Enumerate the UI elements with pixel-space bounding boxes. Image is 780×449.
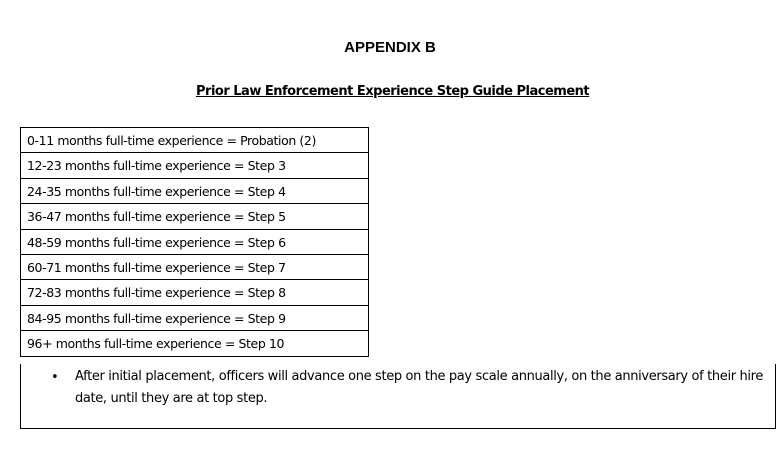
table-row: 48-59 months full-time experience = Step 6 <box>21 230 368 255</box>
table-row: 12-23 months full-time experience = Step 3 <box>21 153 368 178</box>
table-row: 24-35 months full-time experience = Step 4 <box>21 179 368 204</box>
table-row: 96+ months full-time experience = Step 10 <box>21 331 368 356</box>
table-row: 36-47 months full-time experience = Step 5 <box>21 204 368 229</box>
note-text: After initial placement, officers will advance one step on the pay scale annually, on the anniversary of their hire date, until they are at top step. <box>75 369 763 406</box>
guide-title: Prior Law Enforcement Experience Step Guide Placement <box>196 84 590 99</box>
table-row: 84-95 months full-time experience = Step 9 <box>21 306 368 331</box>
table-row: 0-11 months full-time experience = Probation (2) <box>21 128 368 153</box>
appendix-title: APPENDIX B <box>344 39 436 56</box>
table-row: 72-83 months full-time experience = Step 8 <box>21 280 368 305</box>
note-box <box>20 364 776 429</box>
table-row: 60-71 months full-time experience = Step 7 <box>21 255 368 280</box>
bullet-icon: • <box>51 370 59 385</box>
step-placement-table <box>20 127 369 357</box>
